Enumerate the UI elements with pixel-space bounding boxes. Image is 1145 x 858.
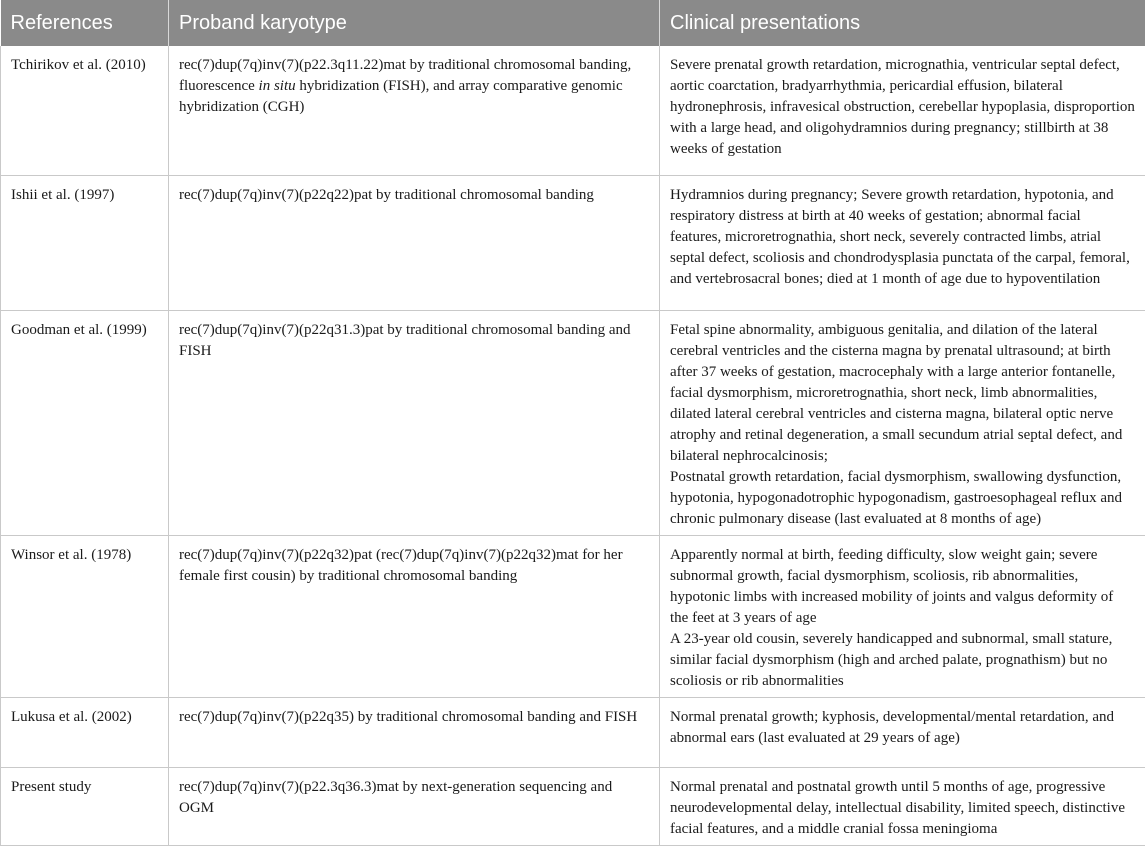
karyotype-cell: [169, 46, 660, 176]
clinical-text: Normal prenatal and postnatal growth until 5 months of age, progressive neurodevelopmental delay, intellectual disability, limited speech, distinctive facial features, and a middle cranial fossa meningioma: [670, 779, 1126, 837]
karyotype-cell: rec(7)dup(7q)inv(7)(p22q31.3)pat by traditional chromosomal banding and FISH: [169, 311, 660, 536]
clinical-text: Fetal spine abnormality, ambiguous genitalia, and dilation of the lateral cerebral ventricles and the cisterna magna by prenatal ultrasound; at birth after 37 weeks of gestation, macrocephaly with a large anterior fontanelle, facial dysmorphism, microretrognathia, short neck, limb abnormalities, dilated lateral cerebral ventricles and cisterna magna, bilateral optic nerve atrophy and retinal degeneration, a small secundum atrial septal defect, and bilateral nephrocalcinosis;: [670, 322, 1123, 464]
header-row: [1, 0, 1145, 46]
karyotype-cell: rec(7)dup(7q)inv(7)(p22q22)pat by traditional chromosomal banding: [169, 176, 660, 311]
reference-cell: Winsor et al. (1978): [1, 536, 169, 698]
clinical-cell: [660, 46, 1145, 176]
reference-cell: Lukusa et al. (2002): [1, 698, 169, 768]
clinical-text: A 23-year old cousin, severely handicapped and subnormal, small stature, similar facial dysmorphism (high and arched palate, prognathism) but no scoliosis or rib abnormalities: [670, 631, 1113, 689]
karyotype-italic-text: in situ: [258, 78, 296, 94]
karyotype-text: hybridization (FISH), and array comparative genomic hybridization (CGH): [179, 78, 623, 115]
clinical-cell: [660, 176, 1145, 311]
clinical-text: Apparently normal at birth, feeding difficulty, slow weight gain; severe subnormal growth, facial dysmorphism, scoliosis, rib abnormalities, hypotonic limbs with increased mobility of joints and valgus deformity of the feet at 3 years of age: [670, 547, 1114, 626]
clinical-text: Severe prenatal growth retardation, micrognathia, ventricular septal defect, aortic coarctation, bradyarrhythmia, pericardial effusion, bilateral hydronephrosis, infravesical obstruction, cerebellar hypoplasia, disproportion with a large head, and oligohydramnios during pregnancy; stillbirth at 38 weeks of gestation: [670, 57, 1135, 157]
karyotype-cell: rec(7)dup(7q)inv(7)(p22.3q36.3)mat by next-generation sequencing and OGM: [169, 768, 660, 846]
clinical-cell: [660, 698, 1145, 768]
clinical-cell: [660, 536, 1145, 698]
header-clinical-presentations: Clinical presentations: [660, 0, 1145, 46]
clinical-cell: [660, 768, 1145, 846]
header-references: References: [1, 0, 169, 46]
karyotype-cell: rec(7)dup(7q)inv(7)(p22q35) by traditional chromosomal banding and FISH: [169, 698, 660, 768]
clinical-text: Normal prenatal growth; kyphosis, developmental/mental retardation, and abnormal ears (last evaluated at 29 years of age): [670, 709, 1115, 746]
reference-cell: Present study: [1, 768, 169, 846]
table-row: [1, 768, 1145, 846]
header-proband-karyotype: Proband karyotype: [169, 0, 660, 46]
clinical-text: Hydramnios during pregnancy; Severe growth retardation, hypotonia, and respiratory distress at birth at 40 weeks of gestation; abnormal facial features, microretrognathia, short neck, severely contracted limbs, atrial septal defect, scoliosis and chondrodysplasia punctata of the carpal, femoral, and vertebrosacral bones; died at 1 month of age due to hypoventilation: [670, 187, 1130, 287]
table-row: [1, 46, 1145, 176]
karyotype-cell: rec(7)dup(7q)inv(7)(p22q32)pat (rec(7)dup(7q)inv(7)(p22q32)mat for her female first cousin) by traditional chromosomal banding: [169, 536, 660, 698]
table-row: [1, 176, 1145, 311]
table-row: [1, 536, 1145, 698]
reference-cell: Tchirikov et al. (2010): [1, 46, 169, 176]
clinical-cell: [660, 311, 1145, 536]
table-row: [1, 698, 1145, 768]
reference-cell: Ishii et al. (1997): [1, 176, 169, 311]
reference-cell: Goodman et al. (1999): [1, 311, 169, 536]
clinical-text: Postnatal growth retardation, facial dysmorphism, swallowing dysfunction, hypotonia, hypogonadotrophic hypogonadism, gastroesophageal reflux and chronic pulmonary disease (last evaluated at 8 months of age): [670, 469, 1122, 527]
karyotype-text: rec(7)dup(7q)inv(7)(p22.3q11.22)mat by traditional chromosomal banding, fluorescence: [179, 57, 632, 94]
table-row: [1, 311, 1145, 536]
